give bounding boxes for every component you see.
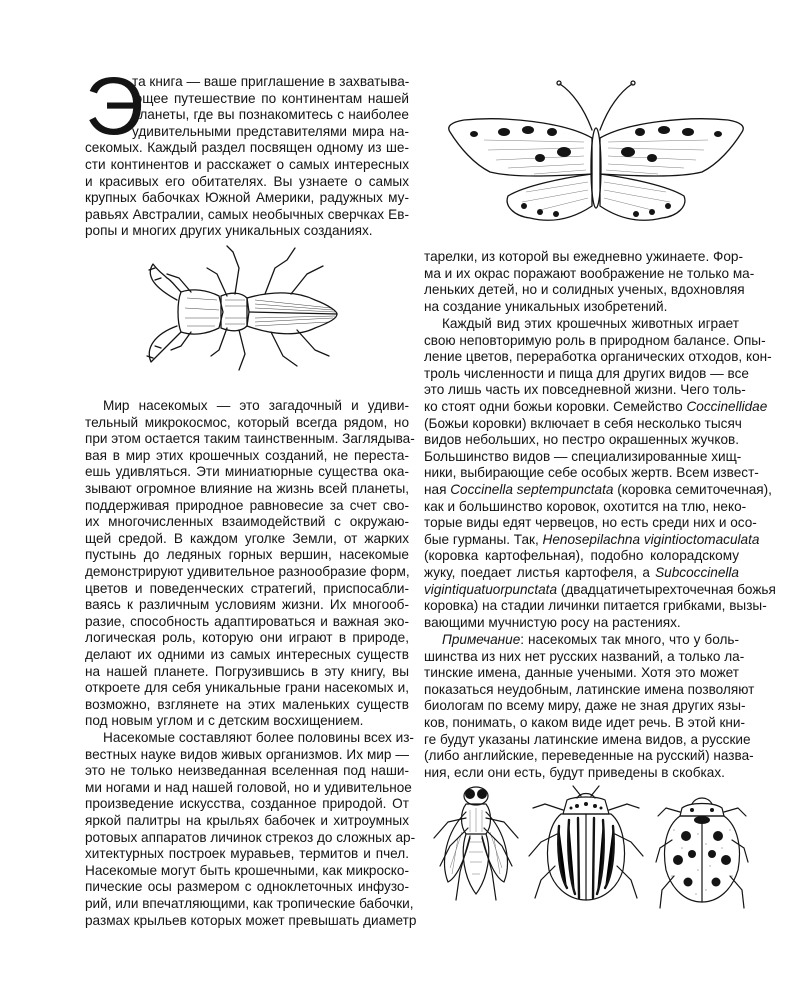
text-line: и красивых его обитателях. Вы узнаете о самых: [85, 173, 409, 189]
text-line: ми ногами и над нашей головой, но и удивительное: [85, 779, 412, 795]
text-line: рий, или впечатляющими, как тропические бабочки,: [85, 895, 414, 911]
text-line: крупных бабочках Южной Америки, радужных му-: [85, 190, 409, 206]
text-line: [424, 565, 739, 582]
text-line: разие, способность адаптироваться и важная эко-: [85, 613, 409, 629]
dropcap: Э: [85, 61, 144, 152]
text-line: тарелки, из которой вы ежедневно ужинаете. Фор-: [424, 249, 743, 264]
text-line: [424, 632, 739, 649]
text-line: (либо английские, переведенные на русский) назва-: [424, 748, 754, 764]
text-line: Насекомые составляют более половины всех из-: [103, 730, 414, 745]
text-fragment: (коровка семиточечная),: [613, 481, 772, 497]
text-fragment: бые гурманы. Так,: [424, 531, 543, 547]
text-line: леньких детей, но и солидных ученых, вдохновляя: [424, 282, 745, 298]
text-line: показаться неудобным, латинские имена позволяют: [424, 681, 755, 697]
text-line: та книга — ваше приглашение в захватыва-: [132, 74, 410, 89]
text-line: демонстрируют удивительное разнообразие форм,: [85, 563, 410, 579]
text-line: на нашей планете. Погрузившись в эту книгу, вы: [85, 663, 409, 679]
latin-name: Subcoccinella: [655, 564, 739, 580]
intro-paragraph: [85, 74, 409, 240]
text-line: Мир насекомых — это загадочный и удиви-: [103, 398, 409, 413]
text-line: ния, если они есть, будут приведены в скобках.: [424, 764, 725, 780]
text-line: это не только неизведанная вселенная под наши-: [85, 763, 409, 779]
text-fragment: (двадцатичетырехточечная божья: [557, 581, 776, 597]
text-line: это лишь часть их повседневной жизни. Чего толь-: [424, 382, 746, 398]
text-fragment: : насекомых так много, что у боль-: [520, 632, 739, 647]
body-paragraph: [424, 249, 755, 315]
text-line: ники, выбирающие себе особых жертв. Всем извест-: [424, 465, 759, 481]
text-line: троль численности и пища для других видов — все: [424, 365, 749, 381]
text-line: логическая роль, которую они играют в природе,: [85, 630, 409, 646]
text-line: Большинство видов — специализированные хищ-: [424, 448, 742, 464]
text-line: как и большинство коровок, охотится на тлю, неко-: [424, 498, 747, 514]
text-line: сти континентов и расскажет о самых интересных: [85, 156, 409, 172]
text-line: шинства из них нет русских названий, а только ла-: [424, 648, 745, 664]
stag-beetle-illustration: [115, 238, 375, 388]
text-line: пустынь до ледяных горных вершин, насекомые: [85, 547, 409, 563]
text-line: удивительными представителями мира на-: [132, 123, 409, 139]
text-line: щей средой. В каждом уголке Земли, от жарких: [85, 530, 409, 546]
text-line: тельный микрокосмос, который всегда рядом, но: [85, 414, 409, 430]
text-line: вающими мучнистую росу на растениях.: [424, 614, 681, 630]
text-line: [424, 398, 768, 416]
text-line: под новым углом и с детским восхищением.: [85, 713, 364, 729]
text-line: возможно, взглянете на этих маленьких существ: [85, 696, 409, 712]
text-line: ешь удивляться. Эти миниатюрные существа ока-: [85, 464, 409, 480]
text-line: вестных науке видов живых организмов. Их мир —: [85, 746, 409, 762]
text-line: тинские имена, данные учеными. Хотя это может: [424, 665, 739, 681]
text-line: пические осы размером с одноклеточных инфузо-: [85, 879, 409, 895]
fly-illustration: [426, 782, 526, 912]
text-line: ропы и многих других уникальных созданиях.: [85, 223, 373, 239]
text-line: (коровка картофельная), подобно колорадскому: [424, 548, 739, 564]
note-label: Примечание: [442, 632, 521, 647]
text-fragment: ная: [424, 481, 451, 497]
text-line: яркой палитры на крыльях бабочек и хитроумных: [85, 812, 409, 828]
text-line: [424, 481, 772, 499]
text-line: (Божьи коровки) включает в себя несколько тысяч: [424, 415, 742, 431]
text-line: равьях Австралии, самых необычных сверчках Ев-: [85, 206, 409, 222]
text-line: произведение искусства, созданное природой. От: [85, 796, 409, 812]
text-line: планеты, где вы познакомитесь с наиболее: [132, 107, 409, 123]
colorado-beetle-illustration: [527, 784, 645, 910]
text-line: зывают огромное влияние на жизнь всей планеты,: [85, 480, 409, 496]
text-line: биологам по всему миру, даже не зная других язы-: [424, 698, 746, 714]
butterfly-illustration: [444, 78, 748, 230]
text-line: откроете для себя уникальные грани насекомых и,: [85, 680, 409, 696]
text-line: их многочисленных взаимодействий с окружаю-: [85, 514, 409, 530]
text-line: цветов и поведенческих стратегий, приспосабли-: [85, 580, 409, 596]
latin-name: Coccinellidae: [686, 398, 768, 414]
text-line: [424, 531, 760, 549]
text-line: Каждый вид этих крошечных животных играет: [442, 316, 739, 331]
text-line: размах крыльев которых может превышать диаметр: [85, 912, 417, 928]
note-paragraph: [424, 632, 755, 781]
text-fragment: ко стоят одни божьи коровки. Семейство: [424, 398, 687, 414]
text-line: ротовых аппаратов личинок стрекоз до сложных ар-: [85, 829, 416, 845]
body-paragraph: [85, 730, 417, 929]
text-line: ющее путешествие по континентам нашей: [132, 90, 409, 106]
latin-name: Henosepilachna vigintioctomaculata: [542, 531, 760, 547]
text-line: хитектурных построек муравьев, термитов и пчел.: [85, 846, 409, 862]
text-line: Насекомые могут быть крошечными, как микроско-: [85, 862, 409, 878]
ladybird-illustration: [654, 790, 750, 914]
text-line: вая в мир этих крошечных созданий, не переста-: [85, 447, 409, 463]
text-line: ков, понимать, о каком виде идет речь. В этой кни-: [424, 714, 746, 730]
text-line: видов небольших, но пестро окрашенных жучков.: [424, 432, 740, 448]
text-line: при этом остается таким таинственным. Заглядыва-: [85, 431, 415, 447]
text-line: торые виды едят червецов, но есть среди них и осо-: [424, 515, 757, 531]
text-line: на создание уникальных изобретений.: [424, 298, 668, 314]
text-line: коровка) на стадии личинки питается грибками, вызы-: [424, 598, 767, 614]
text-line: поддерживая природное равновесие за счет сво-: [85, 497, 409, 513]
text-fragment: жуку, поедает листья картофеля, а: [424, 564, 656, 580]
text-line: делают их одними из самых интересных существ: [85, 646, 409, 662]
text-line: ваясь к различным условиям жизни. Их многооб-: [85, 597, 409, 613]
text-line: ление цветов, переработка органических отходов, кон-: [424, 349, 772, 365]
text-line: ма и их окрас поражают воображение не только ма-: [424, 265, 755, 281]
text-line: ге будут указаны латинские имена видов, а русские: [424, 731, 751, 747]
text-line: свою неповторимую роль в природном балансе. Опы-: [424, 332, 766, 348]
body-paragraph: [85, 398, 415, 730]
latin-name: Coccinella septempunctata: [450, 481, 614, 497]
text-line: секомых. Каждый раздел посвящен одному из ше-: [85, 140, 409, 156]
text-line: [424, 581, 776, 599]
body-paragraph: [424, 316, 776, 631]
latin-name: vigintiquatuorpunctata: [424, 581, 558, 597]
